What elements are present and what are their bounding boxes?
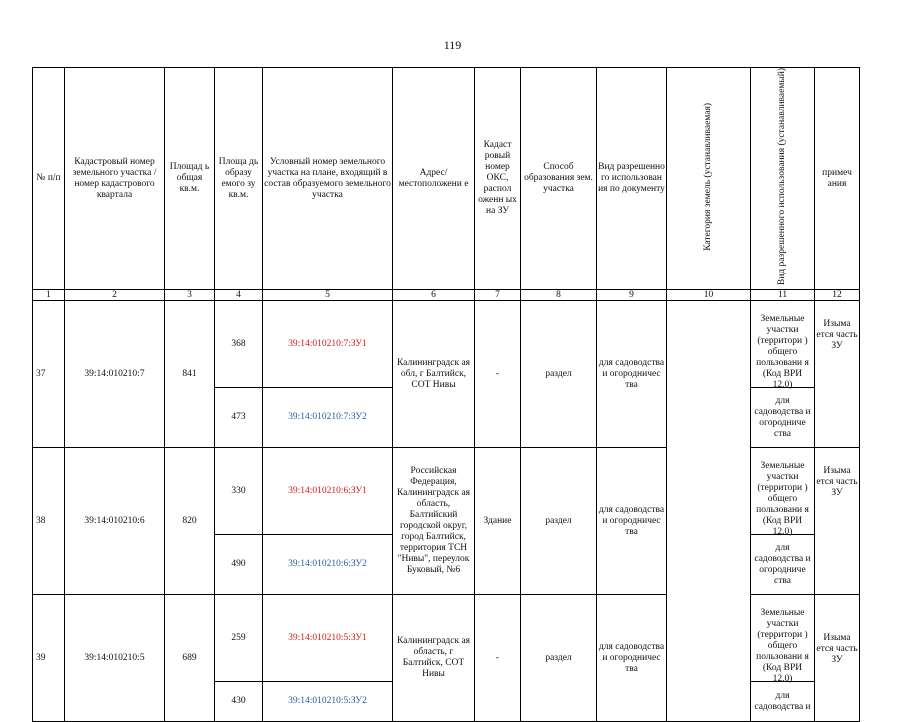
column-number-row <box>33 290 860 301</box>
notes: Изыма ется часть ЗУ <box>815 301 860 448</box>
sub-area: 490 <box>215 535 263 595</box>
cadastral-number: 39:14:010210:5 <box>65 595 165 722</box>
col-number: 3 <box>165 290 215 301</box>
col-number: 12 <box>815 290 860 301</box>
header-notes: примеч ания <box>815 68 860 290</box>
table-row <box>33 301 860 388</box>
notes: Изыма ется часть ЗУ <box>815 448 860 595</box>
total-area: 820 <box>165 448 215 595</box>
land-plots-table <box>32 67 860 722</box>
col-number: 9 <box>597 290 667 301</box>
permitted-use-new: Земельные участки (территори ) общего пользовани я (Код ВРИ 12.0) <box>751 301 815 388</box>
sub-plot-id: 39:14:010210:6:ЗУ2 <box>263 535 393 595</box>
sub-plot-id: 39:14:010210:7:ЗУ1 <box>263 301 393 388</box>
permitted-use-new: Земельные участки (территори ) общего пользовани я (Код ВРИ 12.0) <box>751 595 815 682</box>
col-number: 7 <box>475 290 521 301</box>
notes: Изыма ется часть ЗУ <box>815 595 860 722</box>
header-area: Площад ь общая кв.м. <box>165 68 215 290</box>
header-sub-area: Площа дь образу емого зу кв.м. <box>215 68 263 290</box>
address: Калининградск ая обл, г Балтийск, СОТ Нивы <box>393 301 475 448</box>
cadastral-number: 39:14:010210:7 <box>65 301 165 448</box>
sub-plot-id: 39:14:010210:7:ЗУ2 <box>263 388 393 448</box>
permitted-use-doc: для садоводства и огородничес тва <box>597 301 667 448</box>
formation-method: раздел <box>521 595 597 722</box>
header-num: № п/п <box>33 68 65 290</box>
sub-area: 368 <box>215 301 263 388</box>
address: Калининградск ая область, г Балтийск, СОТ Нивы <box>393 595 475 722</box>
oks-number: - <box>475 301 521 448</box>
permitted-use-doc: для садоводства и огородничес тва <box>597 448 667 595</box>
header-cadastral: Кадастровый номер земельного участка /номер кадастрового квартала <box>65 68 165 290</box>
col-number: 8 <box>521 290 597 301</box>
col-number: 10 <box>667 290 751 301</box>
header-address: Адрес/ местоположени е <box>393 68 475 290</box>
formation-method: раздел <box>521 448 597 595</box>
permitted-use-new: для садоводства и <box>751 682 815 722</box>
permitted-use-new: для садоводства и огородниче ства <box>751 535 815 595</box>
formation-method: раздел <box>521 301 597 448</box>
header-land-category: Категория земель (устанавливаемая) <box>667 68 751 290</box>
land-category <box>667 301 751 722</box>
address: Российская Федерация, Калининградск ая область, Балтийский городской округ, город Балтийск, территория ТСН "Нивы", переулок Буковый, №6 <box>393 448 475 595</box>
sub-area: 259 <box>215 595 263 682</box>
header-method: Способ образования зем. участка <box>521 68 597 290</box>
header-use-doc: Вид разрешенно го использован ия по документу <box>597 68 667 290</box>
col-number: 5 <box>263 290 393 301</box>
col-number: 4 <box>215 290 263 301</box>
row-number: 37 <box>33 301 65 448</box>
header-sub-id: Условный номер земельного участка на плане, входящий в состав образуемого земельного участка <box>263 68 393 290</box>
cadastral-number: 39:14:010210:6 <box>65 448 165 595</box>
row-number: 38 <box>33 448 65 595</box>
permitted-use-new: Земельные участки (территори ) общего пользовани я (Код ВРИ 12.0) <box>751 448 815 535</box>
header-use-new: Вид разрешенного использования (устанавливаемый) <box>751 68 815 290</box>
row-number: 39 <box>33 595 65 722</box>
sub-plot-id: 39:14:010210:6:ЗУ1 <box>263 448 393 535</box>
permitted-use-new: для садоводства и огородниче ства <box>751 388 815 448</box>
sub-plot-id: 39:14:010210:5:ЗУ2 <box>263 682 393 722</box>
col-number: 1 <box>33 290 65 301</box>
col-number: 6 <box>393 290 475 301</box>
page-number: 119 <box>443 38 462 52</box>
oks-number: - <box>475 595 521 722</box>
sub-area: 430 <box>215 682 263 722</box>
permitted-use-doc: для садоводства и огородничес тва <box>597 595 667 722</box>
col-number: 2 <box>65 290 165 301</box>
total-area: 841 <box>165 301 215 448</box>
sub-plot-id: 39:14:010210:5:ЗУ1 <box>263 595 393 682</box>
total-area: 689 <box>165 595 215 722</box>
sub-area: 330 <box>215 448 263 535</box>
col-number: 11 <box>751 290 815 301</box>
oks-number: Здание <box>475 448 521 595</box>
sub-area: 473 <box>215 388 263 448</box>
header-row <box>33 68 860 290</box>
header-oks: Кадаст ровый номер ОКС, распол оженн ых на ЗУ <box>475 68 521 290</box>
